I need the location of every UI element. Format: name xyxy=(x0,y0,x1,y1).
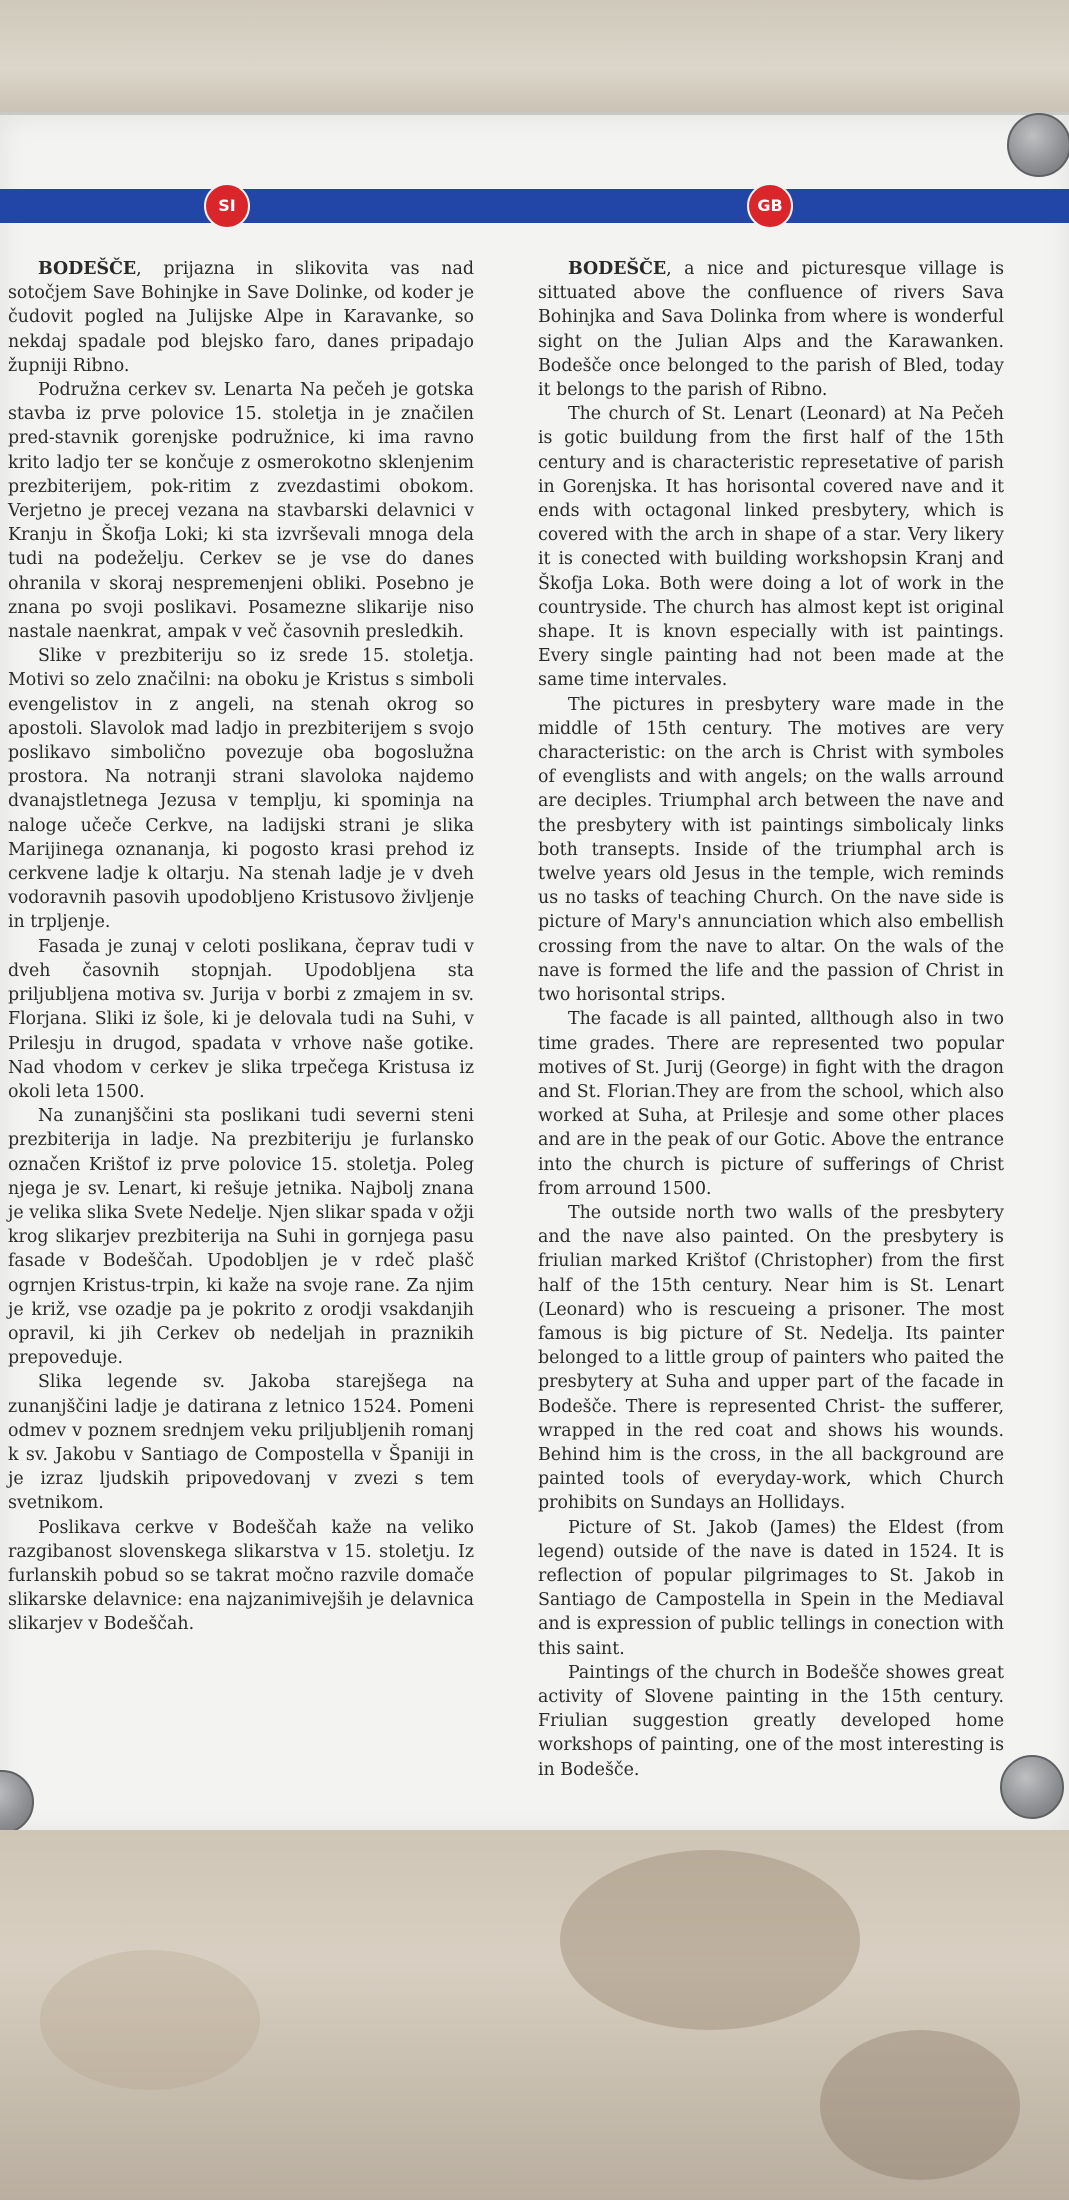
english-paragraph-2: The church of St. Lenart (Leonard) at Na Pečeh is gotic buildung from the first half of the 15th century and is characteristic represetative of parish in Gorenjska. It has horisontal covered nave and it ends with octagonal linked presbytery, which is covered with the arch in shape of a star. Very likery it is conected with building workshopsin Kranj and Škofja Loka. Both were doing a lot of work in the countryside. The church has almost kept ist original shape. It is knovn especially with ist paintings. Every single painting had not been made at the same time intervales. xyxy=(538,404,1004,691)
wall-stain xyxy=(820,2030,1020,2180)
english-paragraph-1-text: , a nice and picturesque village is sittuated above the confluence of rivers Sava Bohinjka and Sava Dolinka from where is wonderful sight on the Julian Alps and the Karawanken. Bodešče once belonged to the parish of Bled, today it belongs to the parish of Ribno. xyxy=(538,259,1004,401)
english-paragraph-1 xyxy=(538,257,1004,402)
english-paragraph-3: The pictures in presbytery ware made in the middle of 15th century. The motives are very characteristic: on the arch is Christ with symboles of evenglists and with angels; on the walls arround are deciples. Triumphal arch between the nave and the presbytery with ist paintings simbolicaly links both transepts. Inside of the triumphal arch is twelve years old Jesus in the temple, wich reminds us no tasks of teaching Church. On the nave side is picture of Mary's annunciation which also embellish crossing from the nave to altar. On the wals of the nave is formed the life and the passion of Christ in two horisontal strips. xyxy=(538,694,1004,1006)
screw-bottom-left-icon xyxy=(0,1770,34,1834)
wall-top xyxy=(0,0,1069,115)
english-paragraph-4: The facade is all painted, allthough also in two time grades. There are represented two popular motives of St. Jurij (George) in fight with the dragon and St. Florian.They are from the school, which also worked at Suha, at Prilesje and some other places and are in the peak of our Gotic. Above the entrance into the church is picture of sufferings of Christ from arround 1500. xyxy=(538,1009,1004,1199)
slovene-paragraph-6: Slika legende sv. Jakoba starejšega na zunanjščini ladje je datirana z letnico 1524. Pomeni odmev v poznem srednjem veku priljubljenih romanj k sv. Jakobu v Santiago de Compostella v Španiji in je izraz ljudskih pripovedovanj v zvezi s tem svetnikom. xyxy=(8,1372,474,1514)
slovene-village-name: BODEŠČE xyxy=(38,259,137,279)
screw-bottom-right-icon xyxy=(1000,1755,1064,1819)
slovene-paragraph-5: Na zunanjščini sta poslikani tudi severni steni prezbiterija in ladje. Na prezbiteriju je furlansko označen Krištof iz prve polovice 15. stoletja. Poleg njega je sv. Lenart, ki rešuje jetnika. Najbolj znana je velika slika Svete Nedelje. Njen slikar spada v ožji krog slikarjev prezbiterija na Suhi in gornjega pasu fasade v Bodeščah. Upodobljen je v rdeč plašč ogrnjen Kristus-trpin, ki kaže na svoje rane. Za njim je križ, vse ozadje pa je pokrito z orodji vsakdanjih opravil, ki jih Cerkev ob nedeljah in praznikih prepoveduje. xyxy=(8,1106,474,1369)
wall-bottom xyxy=(0,1830,1069,2200)
slovene-flag-badge: SI xyxy=(204,183,250,229)
slovene-paragraph-1 xyxy=(8,257,474,378)
blue-stripe xyxy=(0,189,1069,223)
slovene-paragraph-3: Slike v prezbiteriju so iz srede 15. stoletja. Motivi so zelo značilni: na oboku je Kristus s simboli evengelistov in z angeli, na stenah okrog so apostoli. Slavolok mad ladjo in prezbiterijem s svojo poslikavo simbolično povezuje oba bogoslužna prostora. Na notranji strani slavoloka najdemo dvanajstletnega Jezusa v templju, ki spominja na naloge učeče Cerkve, na ladijski strani je slika Marijinega oznananja, ki pogosto krasi prehod iz cerkvene ladje k oltarju. Na stenah ladje je v dveh vodoravnih pasovih upodobljeno Kristusovo življenje in trpljenje. xyxy=(8,646,474,933)
info-panel xyxy=(0,112,1069,1838)
english-paragraph-5: The outside north two walls of the presbytery and the nave also painted. On the presbytery is friulian marked Krištof (Christopher) from the first half of the 15th century. Near him is St. Lenart (Leonard) who is rescueing a prisoner. The most famous is big picture of St. Nedelja. Its painter belonged to a little group of painters who paited the presbytery at Suha and upper part of the facade in Bodešče. There is represented Christ- the sufferer, wrapped in the red coat and shows his wounds. Behind him is the cross, in the all background are painted tools of everyday-work, which Church prohibits on Sundays an Hollidays. xyxy=(538,1202,1004,1514)
english-text-column xyxy=(538,257,1004,1782)
slovene-paragraph-1-text: , prijazna in slikovita vas nad sotočjem Save Bohinjke in Save Dolinke, od koder je čudovit pogled na Julijske Alpe in Karavanke, so nekdaj spadale pod blejsko faro, danes pripadajo župniji Ribno. xyxy=(8,259,474,376)
english-paragraph-6: Picture of St. Jakob (James) the Eldest (from legend) outside of the nave is dated in 1524. It is reflection of popular pilgrimages to St. Jakob in Santiago de Campostella in Spein in the Mediaval and is expression of public tellings in conection with this saint. xyxy=(538,1517,1004,1659)
slovene-text-column xyxy=(8,257,474,1637)
wall-stain xyxy=(40,1950,260,2090)
english-village-name: BODEŠČE xyxy=(568,259,667,279)
english-flag-badge: GB xyxy=(747,183,793,229)
slovene-paragraph-2: Podružna cerkev sv. Lenarta Na pečeh je gotska stavba iz prve polovice 15. stoletja in je značilen pred-stavnik gorenjske podružnice, ki ima ravno krito ladjo ter se končuje z osmerokotno sklenjenim prezbiterijem, pok-ritim z zvezdastimi obokom. Verjetno je precej vezana na stavbarski delavnici v Kranju in Škofja Loki; ki sta izvrševali mnoga dela tudi na podeželju. Cerkev se je vse do danes ohranila v skoraj nespremenjeni obliki. Posebno je znana po svoji poslikavi. Posamezne slikarije niso nastale naenkrat, ampak v več časovnih presledkih. xyxy=(8,380,474,643)
english-paragraph-7: Paintings of the church in Bodešče showes great activity of Slovene painting in the 15th century. Friulian suggestion greatly developed home workshops of painting, one of the most interesting is in Bodešče. xyxy=(538,1662,1004,1780)
slovene-paragraph-4: Fasada je zunaj v celoti poslikana, čeprav tudi v dveh časovnih stopnjah. Upodobljena sta priljubljena motiva sv. Jurija v borbi z zmajem in sv. Florjana. Sliki iz šole, ki je delovala tudi na Suhi, v Prilesju in drugod, spadata v vrhove naše gotike. Nad vhodom v cerkev je slika trpečega Kristusa iz okoli leta 1500. xyxy=(8,936,474,1102)
slovene-paragraph-7: Poslikava cerkve v Bodeščah kaže na veliko razgibanost slovenskega slikarstva v 15. stoletju. Iz furlanskih pobud so se takrat močno razvile domače slikarske delavnice: ena najzanimivejših je delavnica slikarjev v Bodeščah. xyxy=(8,1517,474,1635)
wall-stain xyxy=(560,1850,860,2030)
screw-top-right-icon xyxy=(1007,113,1069,177)
